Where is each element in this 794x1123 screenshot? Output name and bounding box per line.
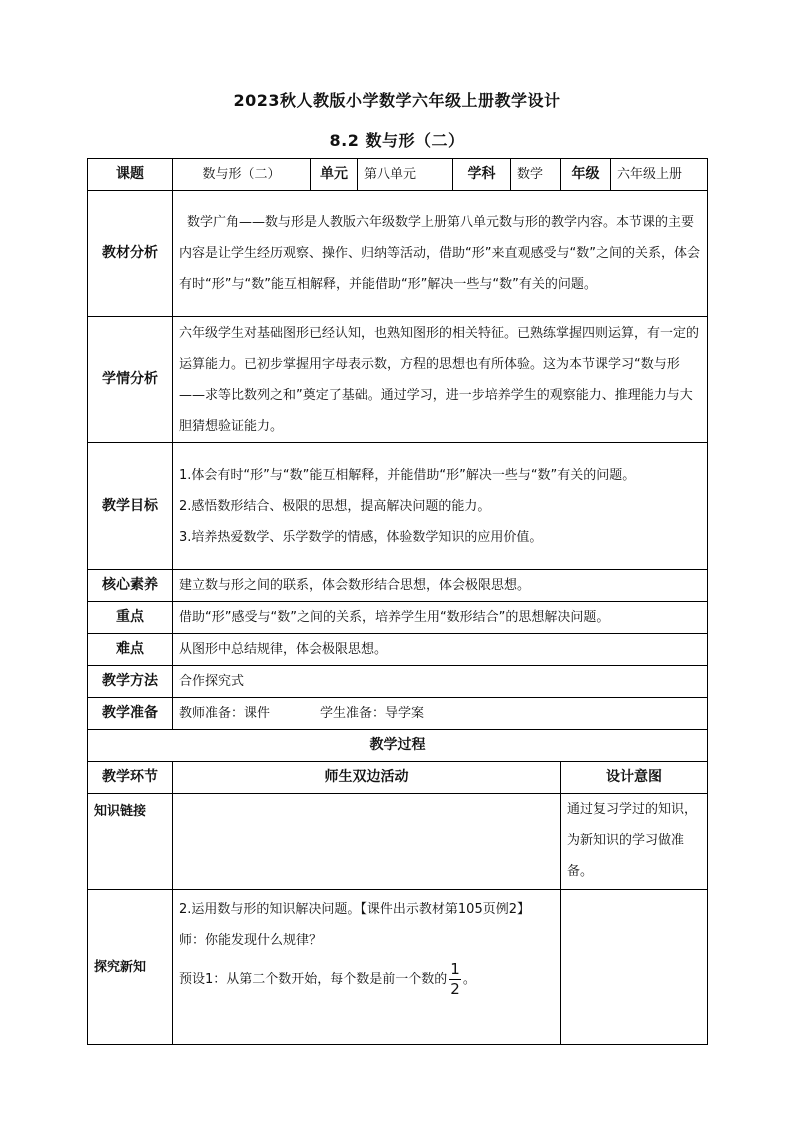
method-text: 合作探究式 [173,666,708,698]
objectives-list [173,443,708,570]
grade-label: 年级 [561,159,611,191]
method-row [88,666,708,698]
activity-line: 2.运用数与形的知识解决问题。【课件出示教材第105页例2】 [179,902,530,917]
unit-value: 第八单元 [358,159,453,191]
process-row [88,890,708,1045]
activity-line-text: 预设1：从第二个数开始，每个数是前一个数的 [179,972,448,987]
difficulty-label: 难点 [88,634,173,666]
preparation-text [173,698,708,730]
objective-item: 2.感悟数形结合、极限的思想，提高解决问题的能力。 [179,498,491,514]
grade-value: 六年级上册 [611,159,708,191]
student-preparation: 学生准备：导学案 [320,706,425,721]
topic-label: 课题 [88,159,173,191]
objective-item: 1.体会有时“形”与“数”能互相解释，并能借助“形”解决一些与“数”有关的问题。 [179,467,636,483]
key-point-label: 重点 [88,602,173,634]
activity-cell [173,890,561,1045]
material-analysis-label: 教材分析 [88,191,173,317]
student-analysis-row [88,317,708,443]
fraction-denominator: 2 [450,980,460,998]
objective-item: 3.培养热爱数学、乐学数学的情感，体验数学知识的应用价值。 [179,529,543,545]
material-analysis-row [88,191,708,317]
difficulty-text: 从图形中总结规律，体会极限思想。 [173,634,708,666]
material-analysis-text: 数学广角——数与形是人教版六年级数学上册第八单元数与形的教学内容。本节课的主要内容是让学生经历观察、操作、归纳等活动，借助“形”来直观感受与“数”之间的关系，体会有时“形”与“数”能互相解释，并能借助“形”解决一些与“数”有关的问题。 [173,191,708,317]
fraction-numerator: 1 [450,960,460,978]
key-point-text: 借助“形”感受与“数”之间的关系，培养学生用“数形结合”的思想解决问题。 [173,602,708,634]
intent-cell: 通过复习学过的知识，为新知识的学习做准备。 [561,794,708,890]
activity-line [179,962,554,997]
process-heading-row [88,730,708,762]
teacher-preparation: 教师准备：课件 [179,706,271,721]
preparation-row [88,698,708,730]
activity-line: 师：你能发现什么规律？ [179,933,323,948]
stage-column-header: 教学环节 [88,762,173,794]
core-literacy-label: 核心素养 [88,570,173,602]
intent-column-header: 设计意图 [561,762,708,794]
process-columns-row [88,762,708,794]
process-row [88,794,708,890]
fraction-one-half [449,962,461,997]
process-heading: 教学过程 [88,730,708,762]
lesson-subtitle: 8.2 数与形（二） [329,131,465,150]
core-literacy-row [88,570,708,602]
difficulty-row [88,634,708,666]
preparation-label: 教学准备 [88,698,173,730]
key-point-row [88,602,708,634]
activity-cell [173,794,561,890]
objectives-label: 教学目标 [88,443,173,570]
subject-label: 学科 [453,159,511,191]
student-analysis-label: 学情分析 [88,317,173,443]
method-label: 教学方法 [88,666,173,698]
unit-label: 单元 [311,159,358,191]
header-row [88,159,708,191]
intent-cell [561,890,708,1045]
core-literacy-text: 建立数与形之间的联系，体会数形结合思想，体会极限思想。 [173,570,708,602]
student-analysis-text: 六年级学生对基础图形已经认知，也熟知图形的相关特征。已熟练掌握四则运算，有一定的运算能力。已初步掌握用字母表示数，方程的思想也有所体验。这为本节课学习“数与形——求等比数列之和”奠定了基础。通过学习，进一步培养学生的观察能力、推理能力与大胆猜想验证能力。 [173,317,708,443]
subject-value: 数学 [511,159,561,191]
activity-line-end: 。 [462,972,476,987]
stage-cell: 探究新知 [88,890,173,1045]
lesson-plan-table [87,158,708,1045]
stage-cell: 知识链接 [88,794,173,890]
topic-value: 数与形（二） [173,159,311,191]
document-title: 2023秋人教版小学数学六年级上册教学设计 [233,91,561,110]
objectives-row [88,443,708,570]
activity-column-header: 师生双边活动 [173,762,561,794]
